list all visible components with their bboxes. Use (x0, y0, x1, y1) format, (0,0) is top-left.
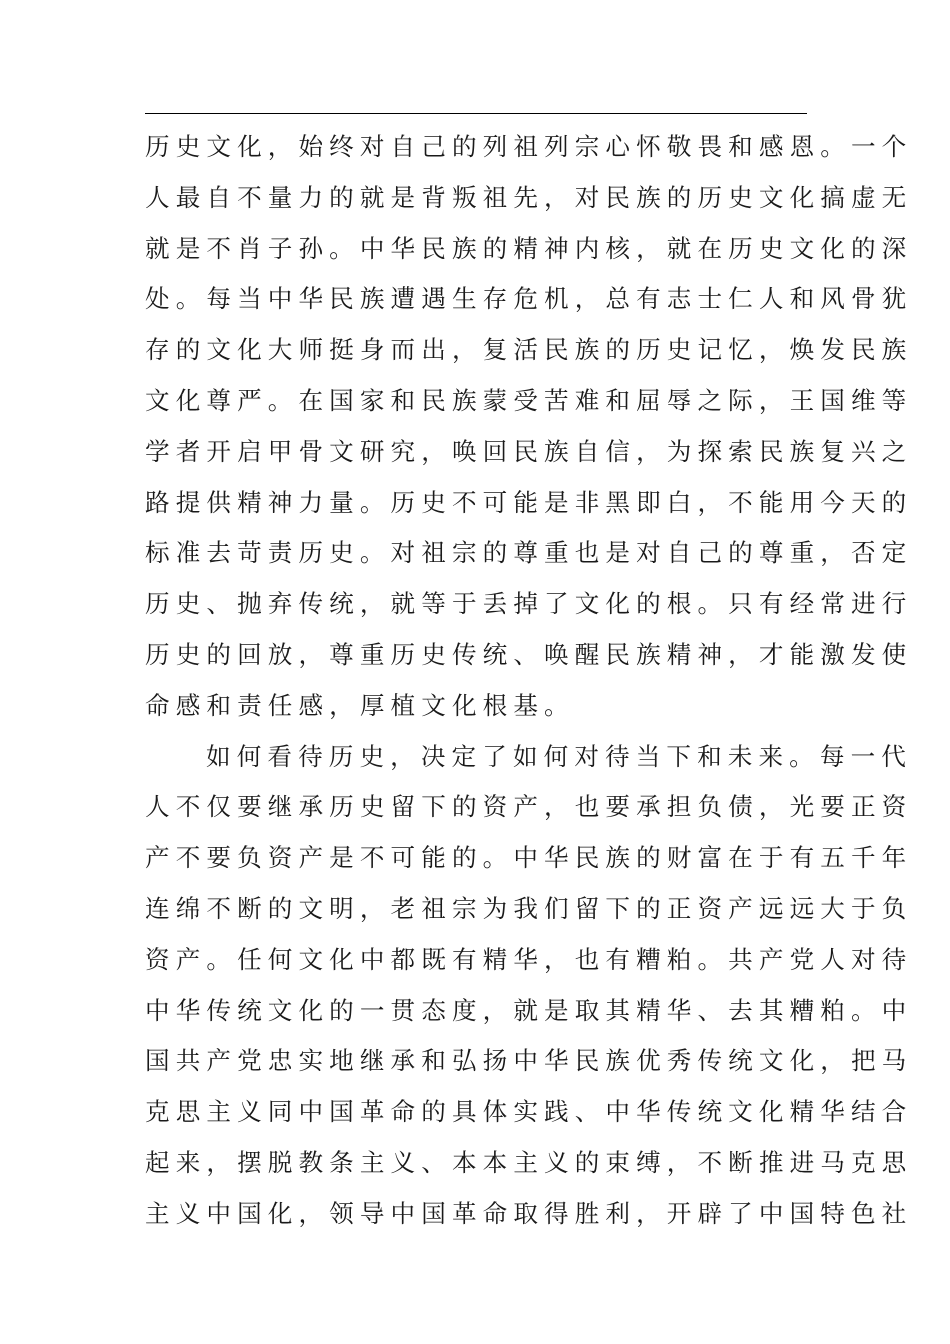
text-line: 克思主义同中国革命的具体实践、中华传统文化精华结合 (145, 1097, 913, 1127)
text-line: 标准去苛责历史。对祖宗的尊重也是对自己的尊重，否定 (145, 538, 913, 568)
paragraph-first-line: 如何看待历史，决定了如何对待当下和未来。每一代 (206, 741, 912, 771)
text-line: 主义中国化，领导中国革命取得胜利，开辟了中国特色社 (145, 1198, 913, 1228)
text-line: 命感和责任感，厚植文化根基。 (145, 690, 575, 720)
text-line: 中华传统文化的一贯态度，就是取其精华、去其糟粕。中 (145, 995, 913, 1025)
text-line: 人不仅要继承历史留下的资产，也要承担负债，光要正资 (145, 792, 913, 822)
text-line: 处。每当中华民族遭遇生存危机，总有志士仁人和风骨犹 (145, 284, 913, 314)
text-line: 资产。任何文化中都既有精华，也有糟粕。共产党人对待 (145, 944, 913, 974)
text-line: 学者开启甲骨文研究，唤回民族自信，为探索民族复兴之 (145, 436, 913, 466)
body-text (145, 122, 913, 1240)
text-line: 起来，摆脱教条主义、本本主义的束缚，不断推进马克思 (145, 1147, 913, 1177)
text-line: 就是不肖子孙。中华民族的精神内核，就在历史文化的深 (145, 233, 913, 263)
text-line: 人最自不量力的就是背叛祖先，对民族的历史文化搞虚无 (145, 182, 913, 212)
text-line: 历史、抛弃传统，就等于丢掉了文化的根。只有经常进行 (145, 589, 913, 619)
text-line: 存的文化大师挺身而出，复活民族的历史记忆，焕发民族 (145, 335, 913, 365)
text-line: 历史文化，始终对自己的列祖列宗心怀敬畏和感恩。一个 (145, 132, 913, 161)
text-line: 文化尊严。在国家和民族蒙受苦难和屈辱之际，王国维等 (145, 385, 913, 415)
text-line: 国共产党忠实地继承和弘扬中华民族优秀传统文化，把马 (145, 1046, 913, 1076)
text-line: 路提供精神力量。历史不可能是非黑即白，不能用今天的 (145, 487, 913, 517)
text-line: 产不要负资产是不可能的。中华民族的财富在于有五千年 (145, 843, 913, 873)
text-line: 连绵不断的文明，老祖宗为我们留下的正资产远远大于负 (145, 893, 913, 923)
text-line: 历史的回放，尊重历史传统、唤醒民族精神，才能激发使 (145, 639, 913, 669)
header-rule (145, 113, 807, 114)
